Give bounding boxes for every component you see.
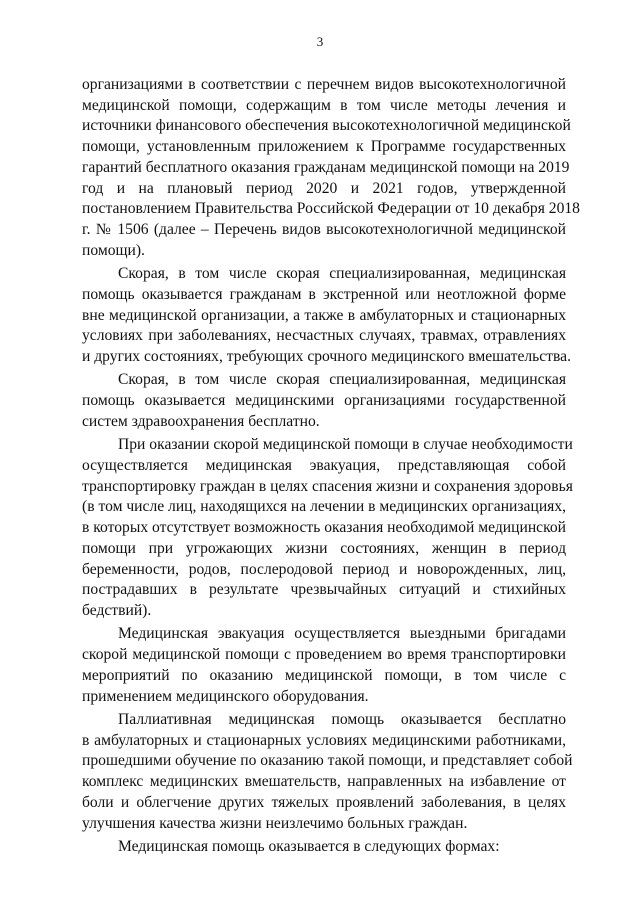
paragraph [82,370,566,432]
paragraph [82,264,571,368]
text-line: боли и облегчение других тяжелых проявлений заболевания, в целях [82,793,566,811]
text-line: транспортировку граждан в целях спасения жизни и сохранения здоровья [82,477,573,495]
paragraph [82,624,566,707]
paragraph [82,837,566,858]
text-line: скорой медицинской помощи с проведением во время транспортировки [82,646,566,664]
text-line: Паллиативная медицинская помощь оказывается бесплатно [118,711,566,729]
text-line: применением медицинского оборудования. [82,687,369,705]
text-line: При оказании скорой медицинской помощи в случае необходимости [118,436,573,454]
page-number: 3 [316,34,324,49]
text-line: г. № 1506 (далее – Перечень видов высокотехнологичной медицинской [82,220,566,238]
text-line: помощи при угрожающих жизни состояниях, женщин в период [82,539,566,557]
text-line: пострадавших в результате чрезвычайных ситуаций и стихийных [82,581,566,599]
text-line: улучшения качества жизни неизлечимо больных граждан. [82,814,468,832]
text-line: в амбулаторных и стационарных условиях медицинскими работниками, [82,731,566,749]
text-line: комплекс медицинских вмешательств, направленных на избавление от [82,773,566,791]
document-body [82,75,580,858]
text-line: помощь оказывается гражданам в экстренной или неотложной форме [82,285,566,303]
paragraph [82,710,573,834]
text-line: год и на плановый период 2020 и 2021 годов, утвержденной [82,179,566,197]
text-line: организациями в соответствии с перечнем видов высокотехнологичной [82,76,566,93]
text-line: вне медицинской организации, а также в амбулаторных и стационарных [82,306,566,324]
text-line: осуществляется медицинская эвакуация, представляющая собой [82,457,566,475]
text-line: систем здравоохранения бесплатно. [82,412,320,430]
text-line: мероприятий по оказанию медицинской помощи, в том числе с [82,666,566,684]
paragraph [82,75,580,261]
text-line: источники финансового обеспечения высокотехнологичной медицинской [82,117,571,135]
text-line: Медицинская эвакуация осуществляется выездными бригадами [118,625,566,643]
paragraph [82,435,573,621]
text-line: Медицинская помощь оказывается в следующих формах: [118,838,500,856]
text-line: помощи). [82,241,145,259]
text-line: помощи, установленным приложением к Программе государственных [82,138,566,156]
text-line: в которых отсутствует возможность оказания необходимой медицинской [82,519,567,537]
text-line: помощь оказывается медицинскими организациями государственной [82,392,566,410]
text-line: медицинской помощи, содержащим в том числе методы лечения и [82,96,566,114]
text-line: постановлением Правительства Российской Федерации от 10 декабря 2018 [82,200,580,218]
text-line: гарантий бесплатного оказания гражданам медицинской помощи на 2019 [82,158,570,176]
text-line: Скорая, в том числе скорая специализированная, медицинская [118,265,566,283]
text-line: и других состояниях, требующих срочного медицинского вмешательства. [82,347,571,365]
text-line: бедствий). [82,601,152,619]
text-line: условиях при заболеваниях, несчастных случаях, травмах, отравлениях [82,327,566,345]
text-line: Скорая, в том числе скорая специализированная, медицинская [118,371,566,389]
text-line: прошедшими обучение по оказанию такой помощи, и представляет собой [82,752,573,770]
text-line: беременности, родов, послеродовой период и новорожденных, лиц, [82,560,566,578]
text-line: (в том числе лиц, находящихся на лечении в медицинских организациях, [82,498,567,516]
